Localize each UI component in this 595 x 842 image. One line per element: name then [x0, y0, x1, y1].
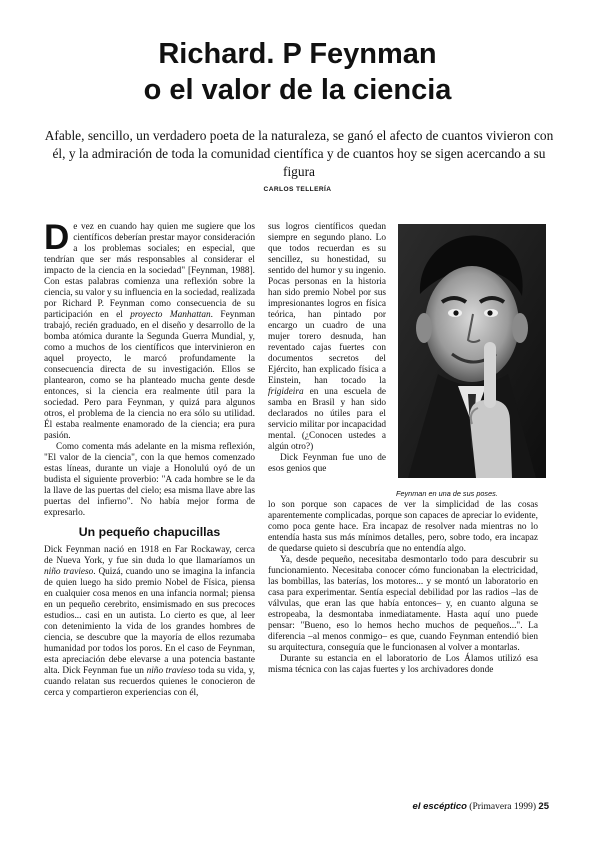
- paragraph: [44, 545, 255, 699]
- title-line-1: Richard. P Feynman: [158, 38, 437, 70]
- page-number: 25: [538, 801, 549, 812]
- body-column-1: [44, 218, 256, 699]
- photo-caption: Feynman en una de sus poses.: [396, 489, 498, 498]
- body-column-2-top: [268, 222, 386, 475]
- page-footer: [413, 801, 549, 812]
- paragraph-intro: [44, 218, 256, 442]
- paragraph: Durante su estancia en el laboratorio de Los Álamos utilizó esa misma técnica con las cajas fuertes y los archivadores donde: [268, 654, 538, 675]
- text-run: e vez en cuando hay quien me sugiere que los científicos deberían prestar mayor consideración a los problemas sociales; en especial, que tendrían que ser más responsables al considerar el impacto de la ciencia en la sociedad" [Feynman, 1988]. Con estas palabras comienza una reflexión sobre la ciencia, su valor y su influencia en la sociedad, realizada por Richard P. Feynman como consecuencia de su participación en el: [44, 222, 255, 320]
- text-emphasis: niño travieso: [44, 567, 94, 577]
- body-column-2-bottom: [268, 500, 538, 676]
- section-heading: Un pequeño chapucillas: [78, 525, 221, 539]
- text-emphasis: proyecto Manhattan: [130, 310, 211, 320]
- magazine-name: el escéptico: [412, 801, 467, 812]
- portrait-illustration: [398, 224, 546, 478]
- text-run: sus logros científicos quedan siempre en segundo plano. Lo que todos recuerdan es su sencillez, su honestidad, su sentido del humor y su ingenio. Pocas personas en la historia han sido premio Nobel por sus impresionantes logros en física teórica, han pintado por encargo un cuadro de una mujer torero desnuda, han reventado cajas fuertes con documentos secretos del Ejército, han explicado física a Einstein, han tocado la: [268, 222, 386, 386]
- text-run: . Quizá, cuando uno se imagina la infancia de quien luego ha sido premio Nobel de Física, piensa en cualquier cosa menos en una infancia normal; piensa en un pequeño cerebrito, ensimismado en sus precoces estudios... casi en un autista. Lo cierto es que, al leer con detenimiento la vida de los grandes hombres de ciencia, se descubre que la mayoría de ellos rezumaba humanidad por todos los poros. En el caso de Feynman, esta apreciación debe elevarse a una potencia bastante alta. Dick Feynman fue un: [44, 567, 255, 676]
- issue-label: (Primavera 1999): [469, 802, 537, 812]
- text-run: toda su vida, y, cuando relatan sus recuerdos quienes le conocieron de cerca y compartieron experiencias con él,: [44, 666, 255, 698]
- text-emphasis: frigideira: [268, 387, 304, 397]
- text-run: en una escuela de samba en Brasil y han sido declarados no útiles para el servicio militar por incapacidad mental. (¿Conocen ustedes a algún otro?): [268, 387, 386, 452]
- paragraph: Ya, desde pequeño, necesitaba desmontarlo todo para descubrir su funcionamiento. Necesitaba conocer cómo funcionaban la electricidad, las bombillas, las baterías, los motores... y se montó un laboratorio en casa para experimentar. Sentía especial debilidad por las radios –las de válvulas, que eran las que había entonces– y, en cuanto alguna se estropeaba, la desmontaba inmediatamente. Hasta aquí uno puede pensar: "Bueno, eso lo hemos hecho muchos de pequeños...". La diferencia –al menos conmigo– es que, cuando Feynman entendió bien su arquitectura, conseguía que le funcionasen al volver a montarlas.: [268, 555, 538, 653]
- drop-cap: D: [44, 218, 70, 257]
- article-title: [0, 36, 595, 108]
- paragraph: lo son porque son capaces de ver la simplicidad de las cosas aparentemente complicadas, porque son capaces de apreciar lo evidente, como poca gente hace. Era incapaz de resolver nada mientras no lo entendía hasta sus más mínimos detalles, pero, sobre todo, era incapaz de quedarse quieto si descubría que no entendía algo.: [268, 500, 538, 554]
- text-run: . Feynman trabajó, recién graduado, en el diseño y desarrollo de la bomba atómica durante la Segunda Guerra Mundial, y, como a muchos de los científicos que intervinieron en aquel proyecto, le marcó profundamente la consecuencia directa de su investigación. Ellos se plantearon, como se ha planteado mucha gente desde entonces, si la ciencia era realmente útil para la sociedad. Pero para Feynman, y quizá para algunos otros, el problema de la ciencia no era sólo su utilidad. Él estaba realmente enamorado de la ciencia; era pura pasión.: [44, 310, 256, 441]
- title-line-2: o el valor de la ciencia: [143, 74, 452, 106]
- paragraph: Dick Feynman fue uno de esos genios que: [268, 453, 386, 474]
- text-run: Dick Feynman nació en 1918 en Far Rockaway, cerca de Nueva York, y fue sin duda lo que llamaríamos un: [44, 545, 255, 566]
- paragraph: Como comenta más adelante en la misma reflexión, "El valor de la ciencia", con la que hemos comenzado estas líneas, durante un viaje a Honolulú oyó de un budista el siguiente proverbio: "A cada hombre se le da la llave de las puertas del cielo; esa misma llave abre las puertas del infierno". No había mejor forma de expresarlo.: [44, 442, 255, 518]
- paragraph: [268, 222, 386, 453]
- article-subtitle: Afable, sencillo, un verdadero poeta de la naturaleza, se ganó el afecto de cuantos vivieron con él, y la admiración de toda la comunidad científica y de cuantos hoy se sigen acercando a su figura: [44, 128, 554, 179]
- feynman-photo: [398, 224, 546, 478]
- text-emphasis: niño travieso: [146, 666, 196, 676]
- author-byline: CARLOS TELLERÍA: [263, 186, 332, 193]
